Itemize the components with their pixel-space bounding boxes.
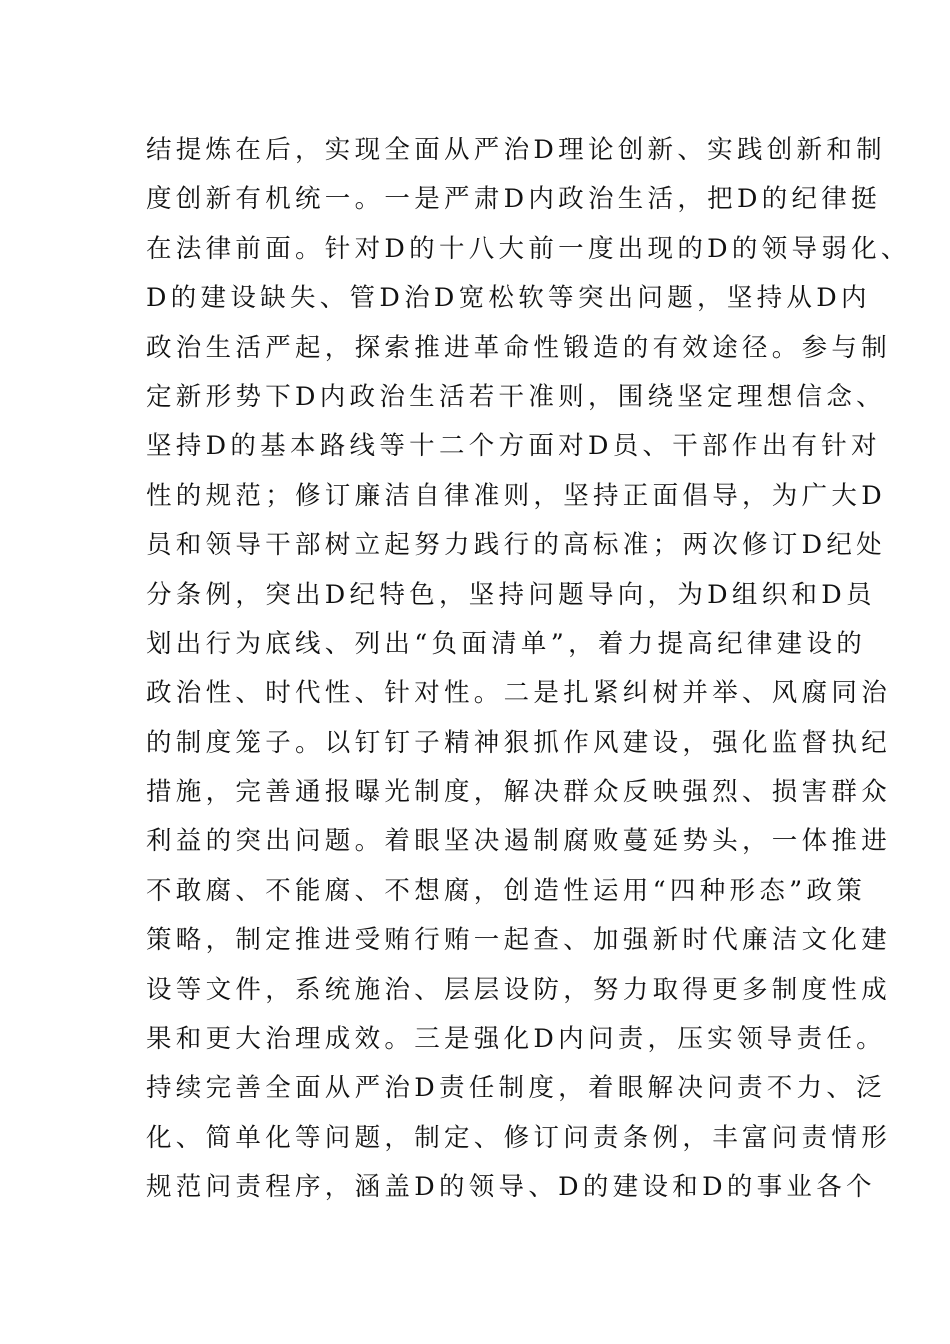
text-line: 分条例，突出D纪特色，坚持问题导向，为D组织和D员 [146, 579, 876, 610]
text-line: 策略，制定推进受贿行贿一起查、加强新时代廉洁文化建 [146, 925, 892, 956]
text-line: 政治性、时代性、针对性。二是扎紧纠树并举、风腐同治 [146, 678, 892, 709]
text-line: 坚持D的基本路线等十二个方面对D员、干部作出有针对 [146, 431, 881, 462]
text-line: 规范问责程序，涵盖D的领导、D的建设和D的事业各个 [146, 1172, 876, 1203]
text-line: 政治生活严起，探索推进革命性锻造的有效途径。参与制 [146, 332, 892, 363]
text-line: 利益的突出问题。着眼坚决遏制腐败蔓延势头，一体推进 [146, 826, 892, 857]
text-line: 度创新有机统一。一是严肃D内政治生活，把D的纪律挺 [146, 184, 881, 215]
text-line: D的建设缺失、管D治D宽松软等突出问题，坚持从D内 [146, 283, 871, 314]
text-line: 结提炼在后，实现全面从严治D理论创新、实践创新和制 [146, 135, 886, 165]
body-text [146, 126, 911, 1213]
text-line: 果和更大治理成效。三是强化D内问责，压实领导责任。 [146, 1024, 886, 1055]
text-line: 不敢腐、不能腐、不想腐，创造性运用“四种形态”政策 [146, 875, 867, 906]
text-line: 员和领导干部树立起努力践行的高标准；两次修订D纪处 [146, 530, 886, 561]
text-line: 的制度笼子。以钉钉子精神狠抓作风建设，强化监督执纪 [146, 727, 892, 758]
text-line: 定新形势下D内政治生活若干准则，围绕坚定理想信念、 [146, 381, 886, 412]
text-line: 性的规范；修订廉洁自律准则，坚持正面倡导，为广大D [146, 480, 886, 511]
text-line: 化、简单化等问题，制定、修订问责条例，丰富问责情形 [146, 1122, 892, 1153]
text-line: 措施，完善通报曝光制度，解决群众反映强烈、损害群众 [146, 777, 892, 808]
text-line: 划出行为底线、列出“负面清单”，着力提高纪律建设的 [146, 628, 867, 659]
text-line: 在法律前面。针对D的十八大前一度出现的D的领导弱化、 [146, 233, 911, 264]
text-line: 设等文件，系统施治、层层设防，努力取得更多制度性成 [146, 974, 892, 1005]
text-line: 持续完善全面从严治D责任制度，着眼解决问责不力、泛 [146, 1073, 886, 1104]
